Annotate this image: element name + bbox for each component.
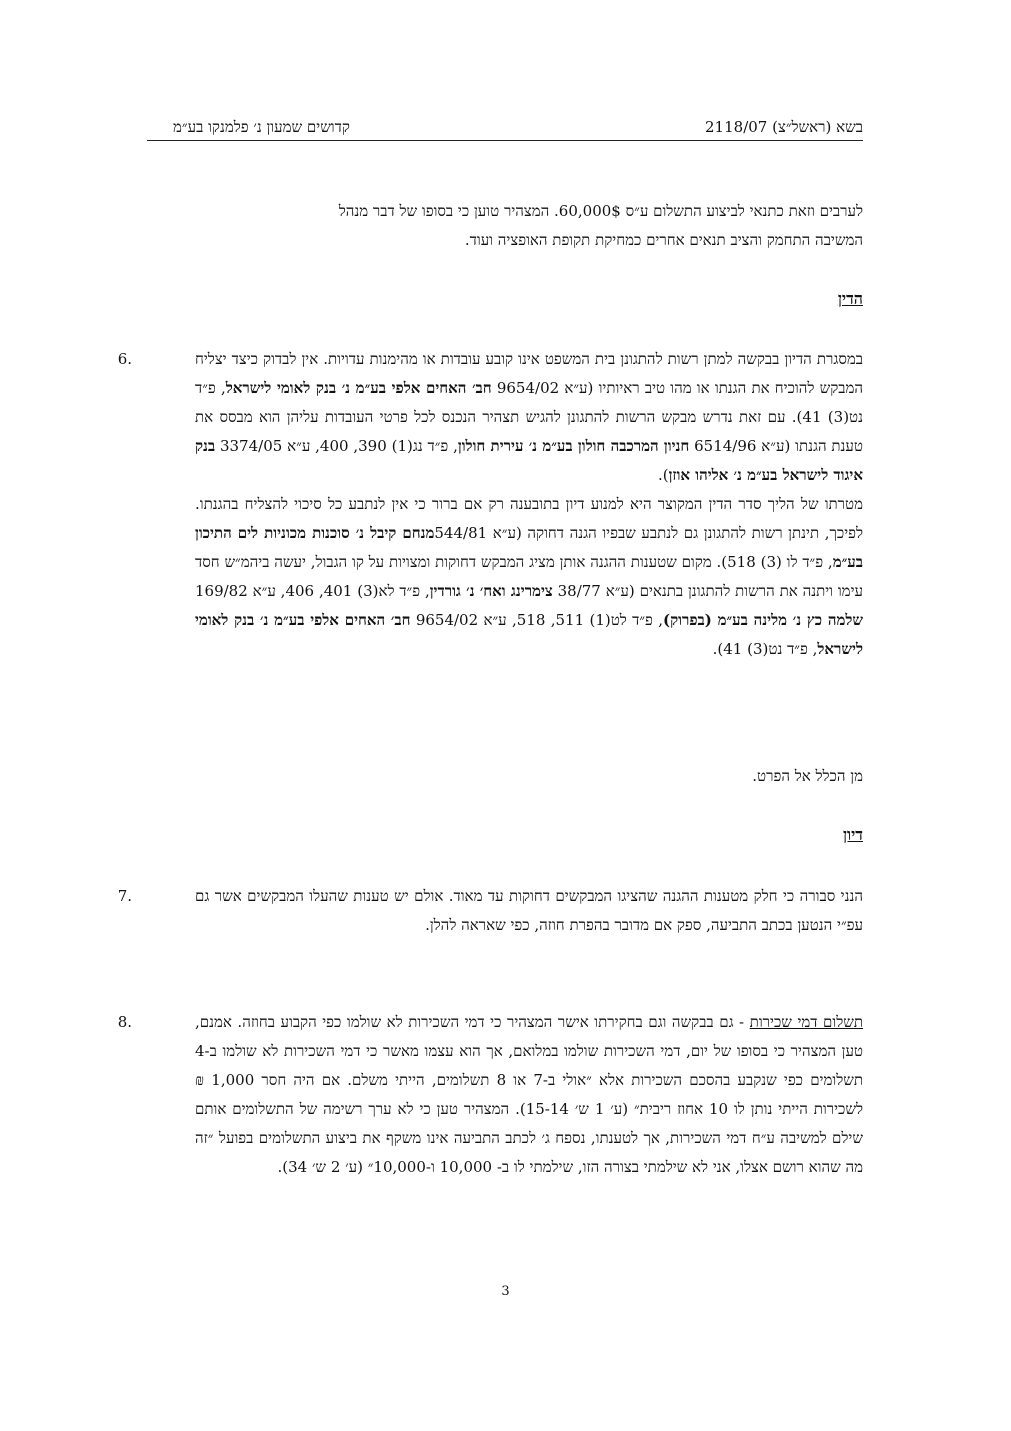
general-to-specific-line: מן הכלל אל הפרט. xyxy=(752,767,863,785)
intro-paragraph xyxy=(195,197,863,255)
paragraph-6-text: , פ״ד נט(3) 41). xyxy=(712,640,818,658)
citation: חב׳ האחים אלפי בע״מ נ׳ בנק לאומי לישראל xyxy=(225,379,492,397)
citation: מנחם קיבל נ׳ סוכנות מכוניות לים התיכון בע״מ xyxy=(195,524,863,571)
paragraph-8-text: - גם בבקשה וגם בחקירתו אישר המצהיר כי דמי השכירות לא שולמו כפי הקבוע בחוזה. אמנם, טען המצהיר כי בסופו של יום, דמי השכירות שולמו במלואם, אך הוא עצמו מאשר כי דמי השכירות לא שולמו ב-4 תשלומים כפי שנקבע בהסכם השכירות אלא ״אולי ב-7 או 8 תשלומים, הייתי משלם. אם היה חסר 1,000 ₪ לשכירות הייתי נותן לו 10 אחוז ריבית״ (ע׳ 1 ש׳ 15-14). המצהיר טען כי לא ערך רשימה של התשלומים אותם שילם למשיבה ע״ח דמי השכירות, אך לטענתו, נספח ג׳ לכתב התביעה אינו משקף את ביצוע התשלומים בפועל ״זה מה שהוא רושם אצלו, אני לא שילמתי בצורה הזו, שילמתי לו ב- 10,000 ו-10,000״ (ע׳ 2 ש׳ 34). xyxy=(195,1013,864,1176)
paragraph-6-text: , פ״ד לא(3) 401, 406, ע״א 169/82 xyxy=(195,582,430,600)
citation: בנק איגוד לישראל בע״מ נ׳ אליהו אוזן xyxy=(195,437,863,484)
heading-discussion: דיון xyxy=(842,825,863,844)
case-parties: קדושים שמעון נ׳ פלמנקו בע״מ xyxy=(173,118,350,136)
citation: חב׳ האחים אלפי בע״מ נ׳ בנק לאומי לישראל xyxy=(195,611,863,658)
paragraph-8 xyxy=(195,1008,863,1182)
case-number: בשא (ראשל״צ) 2118/07 xyxy=(705,118,863,136)
paragraph-6-text: , פ״ד לו (3) 518). מקום שטענות ההגנה אותן מציג המבקש דחוקות ומצויות על קו הגבול, יעשה ביהמ״ש חסד עימו ויתנה את הרשות להתגונן בתנאים (ע״א 38/77 xyxy=(195,553,863,600)
citation: שלמה כץ נ׳ מלינה בע״מ (בפרוק) xyxy=(663,611,863,629)
citation: צימרינג ואח׳ נ׳ גורדין xyxy=(429,582,553,600)
paragraph-6-part-2 xyxy=(195,490,863,664)
paragraph-6-number: 6. xyxy=(117,350,132,368)
paragraph-6-text: ). xyxy=(657,466,669,484)
paragraph-6-part-1 xyxy=(195,345,863,490)
paragraph-6-text: , פ״ד נט(3) 41). עם זאת נדרש מבקש הרשות להתגונן להגיש תצהיר הנכנס לכל פרטי העובדות עליהן הוא מבסס את טענת הגנתו (ע״א 6514/96 xyxy=(195,379,863,455)
paragraph-8-title: תשלום דמי שכירות xyxy=(749,1013,864,1031)
paragraph-6-text: במסגרת הדיון בבקשה למתן רשות להתגונן בית המשפט אינו קובע עובדות או מהימנות עדויות. אין לבדוק כיצד יצליח המבקש להוכיח את הגנתו או מהו טיב ראיותיו (ע״א 9654/02 xyxy=(195,350,863,397)
paragraph-6-text: , פ״ד נג(1) 390, 400, ע״א 3374/05 xyxy=(215,437,458,455)
intro-line-2: המשיבה התחמק והציב תנאים אחרים כמחיקת תקופת האופציה ועוד. xyxy=(464,231,863,249)
page-number: 3 xyxy=(501,1284,510,1299)
citation: חניון המרכבה חולון בע״מ נ׳ עירית חולון xyxy=(457,437,690,455)
paragraph-6-text: , פ״ד לט(1) 511, 518, ע״א 9654/02 xyxy=(410,611,663,629)
page-header xyxy=(147,118,863,141)
intro-line-1: לערבים וזאת כתנאי לביצוע התשלום ע״ס 60,000$. המצהיר טוען כי בסופו של דבר מנהל xyxy=(338,202,863,220)
heading-law: הדין xyxy=(837,289,863,308)
paragraph-6-text: מטרתו של הליך סדר הדין המקוצר היא למנוע דיון בתובענה רק אם ברור כי אין לנתבע כל סיכוי להצליח בהגנתו. לפיכך, תינתן רשות להתגונן גם לנתבע שבפיו הגנה דחוקה (ע״א 544/81 xyxy=(195,495,864,542)
paragraph-6 xyxy=(195,345,863,664)
paragraph-7-number: 7. xyxy=(117,887,132,905)
paragraph-8-number: 8. xyxy=(117,1013,132,1031)
paragraph-7: הנני סבורה כי חלק מטענות ההגנה שהציגו המבקשים דחוקות עד מאוד. אולם יש טענות שהעלו המבקשים אשר גם עפ״י הנטען בכתב התביעה, ספק אם מדובר בהפרת חוזה, כפי שאראה להלן. xyxy=(195,887,863,934)
